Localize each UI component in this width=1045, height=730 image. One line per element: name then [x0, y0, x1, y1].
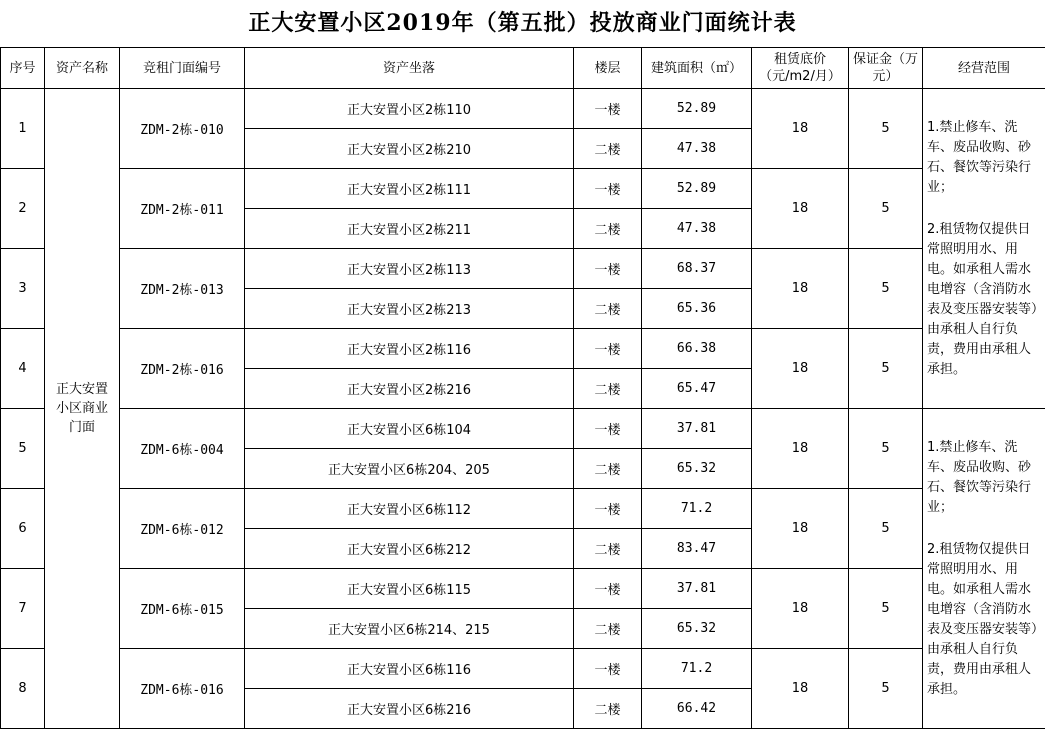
- cell-floor: 二楼: [574, 289, 642, 329]
- cell-location: 正大安置小区6栋104: [245, 409, 574, 449]
- header-location: 资产坐落: [245, 48, 574, 89]
- cell-seq: 4: [1, 329, 45, 409]
- cell-price: 18: [752, 329, 849, 409]
- cell-area: 52.89: [642, 169, 752, 209]
- cell-location: 正大安置小区6栋212: [245, 529, 574, 569]
- table-row: [1, 249, 1045, 289]
- cell-location: 正大安置小区6栋115: [245, 569, 574, 609]
- cell-price: 18: [752, 169, 849, 249]
- header-deposit: 保证金（万元）: [849, 48, 923, 89]
- cell-floor: 二楼: [574, 129, 642, 169]
- cell-scope: [923, 409, 1045, 729]
- header-price: 租赁底价（元/m2/月）: [752, 48, 849, 89]
- table-body: [1, 89, 1045, 729]
- cell-price: 18: [752, 569, 849, 649]
- cell-location: 正大安置小区6栋112: [245, 489, 574, 529]
- cell-location: 正大安置小区2栋213: [245, 289, 574, 329]
- cell-floor: 一楼: [574, 329, 642, 369]
- cell-floor: 一楼: [574, 569, 642, 609]
- cell-area: 65.32: [642, 609, 752, 649]
- cell-seq: 2: [1, 169, 45, 249]
- cell-seq: 3: [1, 249, 45, 329]
- cell-location: 正大安置小区6栋216: [245, 689, 574, 729]
- cell-code: ZDM-6栋-004: [120, 409, 245, 489]
- scope-rule: 1.禁止修车、洗车、废品收购、砂石、餐饮等污染行业；: [927, 439, 1032, 515]
- cell-deposit: 5: [849, 649, 923, 729]
- cell-code: ZDM-2栋-011: [120, 169, 245, 249]
- table-row: [1, 489, 1045, 529]
- table-row: [1, 89, 1045, 129]
- cell-seq: 5: [1, 409, 45, 489]
- cell-area: 47.38: [642, 129, 752, 169]
- header-scope: 经营范围: [923, 48, 1045, 89]
- cell-area: 66.38: [642, 329, 752, 369]
- header-seq: 序号: [1, 48, 45, 89]
- cell-area: 65.32: [642, 449, 752, 489]
- cell-floor: 二楼: [574, 529, 642, 569]
- cell-floor: 一楼: [574, 89, 642, 129]
- cell-area: 47.38: [642, 209, 752, 249]
- cell-seq: 6: [1, 489, 45, 569]
- cell-deposit: 5: [849, 409, 923, 489]
- cell-floor: 二楼: [574, 369, 642, 409]
- cell-code: ZDM-6栋-015: [120, 569, 245, 649]
- cell-deposit: 5: [849, 169, 923, 249]
- cell-area: 52.89: [642, 89, 752, 129]
- cell-location: 正大安置小区6栋204、205: [245, 449, 574, 489]
- header-asset-name: 资产名称: [45, 48, 120, 89]
- cell-code: ZDM-2栋-016: [120, 329, 245, 409]
- header-floor: 楼层: [574, 48, 642, 89]
- cell-area: 37.81: [642, 569, 752, 609]
- cell-price: 18: [752, 249, 849, 329]
- cell-location: 正大安置小区2栋110: [245, 89, 574, 129]
- header-area: 建筑面积（㎡）: [642, 48, 752, 89]
- cell-asset-name: 正大安置小区商业门面: [45, 89, 120, 729]
- cell-area: 37.81: [642, 409, 752, 449]
- cell-location: 正大安置小区2栋216: [245, 369, 574, 409]
- cell-location: 正大安置小区2栋210: [245, 129, 574, 169]
- cell-deposit: 5: [849, 249, 923, 329]
- cell-location: 正大安置小区6栋116: [245, 649, 574, 689]
- cell-price: 18: [752, 489, 849, 569]
- table-row: [1, 329, 1045, 369]
- cell-location: 正大安置小区2栋111: [245, 169, 574, 209]
- cell-location: 正大安置小区2栋113: [245, 249, 574, 289]
- cell-area: 65.47: [642, 369, 752, 409]
- cell-location: 正大安置小区2栋211: [245, 209, 574, 249]
- rental-table: [0, 47, 1045, 729]
- cell-deposit: 5: [849, 329, 923, 409]
- cell-seq: 1: [1, 89, 45, 169]
- cell-deposit: 5: [849, 489, 923, 569]
- cell-location: 正大安置小区2栋116: [245, 329, 574, 369]
- page-title: 正大安置小区2019年（第五批）投放商业门面统计表: [248, 10, 797, 36]
- cell-floor: 二楼: [574, 609, 642, 649]
- cell-area: 71.2: [642, 489, 752, 529]
- cell-deposit: 5: [849, 89, 923, 169]
- cell-area: 68.37: [642, 249, 752, 289]
- cell-code: ZDM-6栋-012: [120, 489, 245, 569]
- scope-rule: 1.禁止修车、洗车、废品收购、砂石、餐饮等污染行业；: [927, 119, 1032, 195]
- table-row: [1, 649, 1045, 689]
- cell-price: 18: [752, 649, 849, 729]
- cell-floor: 一楼: [574, 169, 642, 209]
- header-code: 竞租门面编号: [120, 48, 245, 89]
- cell-area: 83.47: [642, 529, 752, 569]
- scope-rule: 2.租赁物仅提供日常照明用水、用电。如承租人需水电增容（含消防水表及变压器安装等）由承租人自行负责，费用由承租人承担。: [927, 221, 1038, 377]
- cell-price: 18: [752, 409, 849, 489]
- cell-seq: 7: [1, 569, 45, 649]
- cell-deposit: 5: [849, 569, 923, 649]
- cell-seq: 8: [1, 649, 45, 729]
- cell-floor: 一楼: [574, 249, 642, 289]
- cell-code: ZDM-2栋-010: [120, 89, 245, 169]
- cell-floor: 一楼: [574, 409, 642, 449]
- cell-floor: 二楼: [574, 449, 642, 489]
- cell-floor: 二楼: [574, 209, 642, 249]
- cell-scope: [923, 89, 1045, 409]
- scope-rule: 2.租赁物仅提供日常照明用水、用电。如承租人需水电增容（含消防水表及变压器安装等）由承租人自行负责，费用由承租人承担。: [927, 541, 1038, 697]
- cell-floor: 一楼: [574, 649, 642, 689]
- cell-floor: 一楼: [574, 489, 642, 529]
- cell-price: 18: [752, 89, 849, 169]
- cell-code: ZDM-2栋-013: [120, 249, 245, 329]
- cell-area: 66.42: [642, 689, 752, 729]
- table-row: [1, 409, 1045, 449]
- cell-area: 71.2: [642, 649, 752, 689]
- header-row: [1, 48, 1045, 89]
- table-row: [1, 569, 1045, 609]
- cell-code: ZDM-6栋-016: [120, 649, 245, 729]
- cell-floor: 二楼: [574, 689, 642, 729]
- table-row: [1, 169, 1045, 209]
- cell-location: 正大安置小区6栋214、215: [245, 609, 574, 649]
- cell-area: 65.36: [642, 289, 752, 329]
